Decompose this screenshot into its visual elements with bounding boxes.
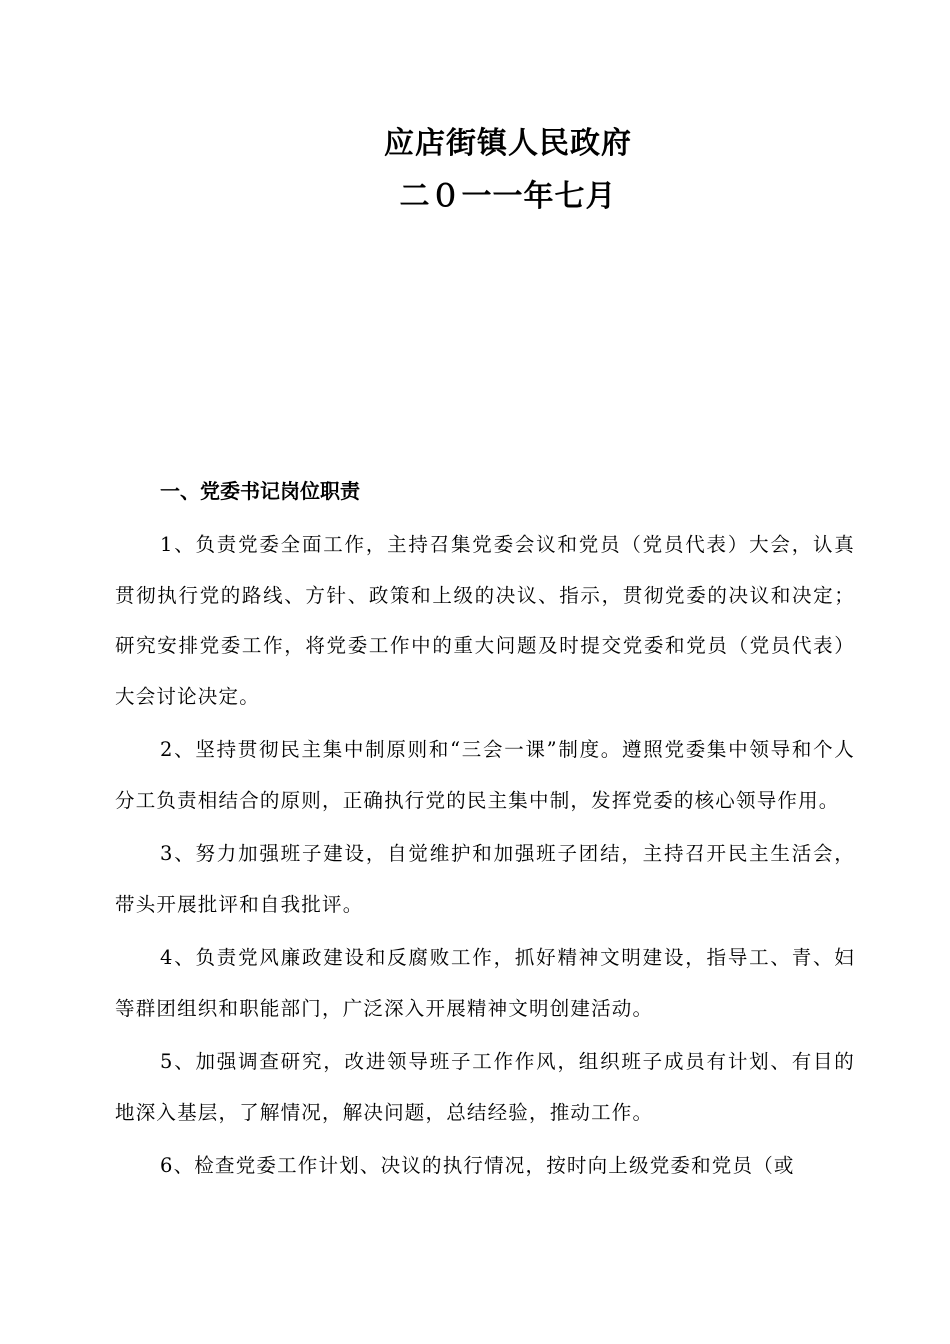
cover-organization: 应店街镇人民政府	[384, 126, 632, 161]
section-heading: 一、党委书记岗位职责	[160, 479, 360, 503]
duty-item-3: 3、努力加强班子建设，自觉维护和加强班子团结，主持召开民主生活会，带头开展批评和自我批评。	[115, 842, 855, 916]
duty-item-2: 2、坚持贯彻民主集中制原则和“三会一课”制度。遵照党委集中领导和个人分工负责相结合的原则，正确执行党的民主集中制，发挥党委的核心领导作用。	[115, 738, 855, 812]
duty-item-1: 1、负责党委全面工作，主持召集党委会议和党员（党员代表）大会，认真贯彻执行党的路线、方针、政策和上级的决议、指示，贯彻党委的决议和决定；研究安排党委工作，将党委工作中的重大问题及时提交党委和党员（党员代表）大会讨论决定。	[115, 533, 855, 708]
duty-item-6: 6、检查党委工作计划、决议的执行情况，按时向上级党委和党员（或	[160, 1154, 795, 1177]
cover-date: 二０一一年七月	[399, 179, 617, 214]
document-body	[115, 472, 855, 1195]
duty-item-4: 4、负责党风廉政建设和反腐败工作，抓好精神文明建设，指导工、青、妇等群团组织和职能部门，广泛深入开展精神文明创建活动。	[115, 946, 855, 1020]
duty-item-5: 5、加强调查研究，改进领导班子工作作风，组织班子成员有计划、有目的地深入基层，了解情况，解决问题，总结经验，推动工作。	[115, 1050, 855, 1124]
